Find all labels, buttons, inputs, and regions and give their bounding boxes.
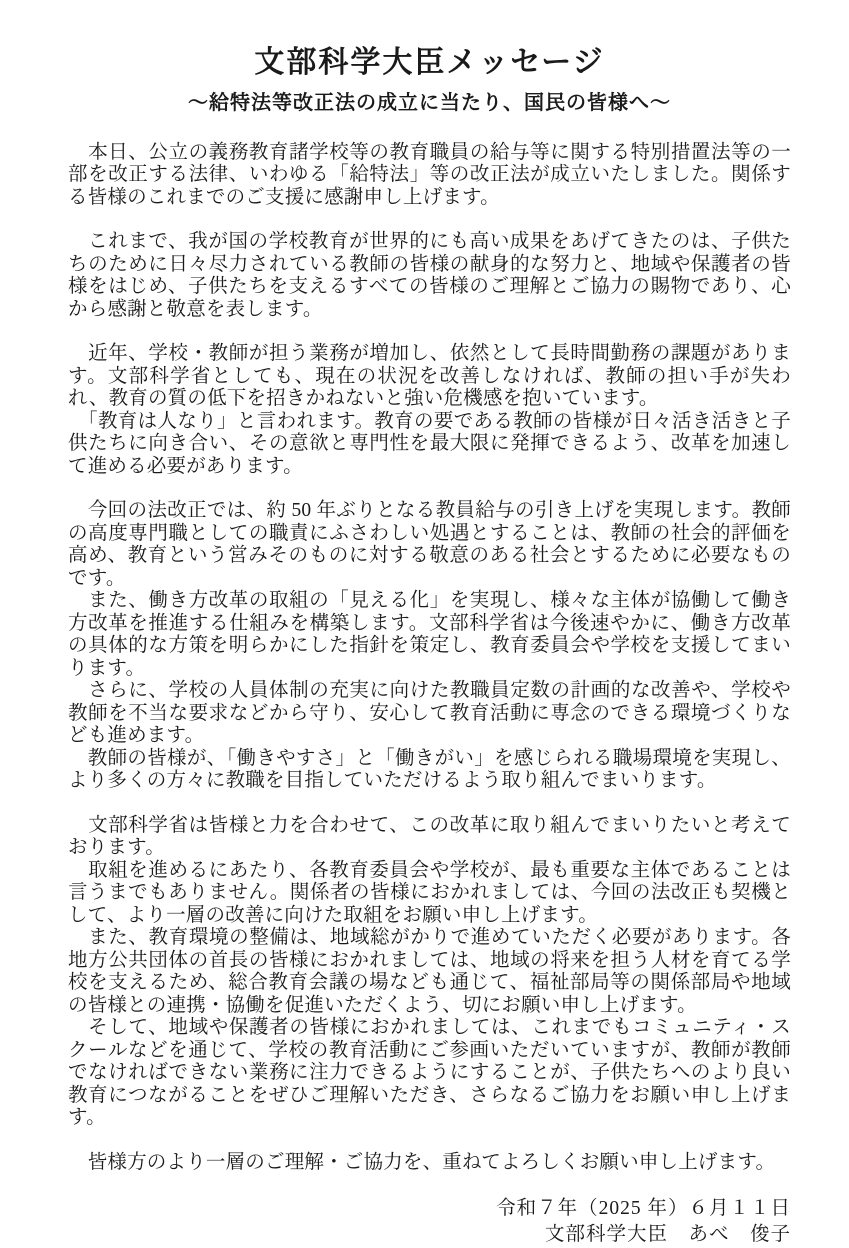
paragraph: 本日、公立の義務教育諸学校等の教育職員の給与等に関する特別措置法等の一部を改正する法律、いわゆる「給特法」等の改正法が成立いたしました。関係する皆様のこれまでのご支援に感謝申し上げます。	[68, 141, 791, 208]
paragraph: また、働き方改革の取組の「見える化」を実現し、様々な主体が協働して働き方改革を推進する仕組みを構築します。文部科学省は今後速やかに、働き方改革の具体的な方策を明らかにした指針を策定し、教育委員会や学校を支援してまいります。	[68, 590, 791, 679]
document-title: 文部科学大臣メッセージ	[254, 46, 605, 79]
paragraph: 皆様方のより一層のご理解・ご協力を、重ねてよろしくお願い申し上げます。	[68, 1151, 776, 1173]
date-line: 令和７年（2025 年）６月１１日	[496, 1198, 791, 1219]
paragraph-group	[68, 231, 791, 321]
paragraph-group	[68, 815, 791, 1130]
paragraph-group	[68, 142, 791, 210]
paragraph: 取組を進めるにあたり、各教育委員会や学校が、最も重要な主体であることは言うまでもありません。関係者の皆様におかれましては、今回の法改正も契機として、より一層の改善に向けた取組をお願い申し上げます。	[68, 859, 791, 926]
signature-line: 文部科学大臣 あべ 俊子	[544, 1224, 791, 1245]
paragraph: 「教育は人なり」と言われます。教育の要である教師の皆様が日々活き活きと子供たちに向き合い、その意欲と専門性を最大限に発揮できるよう、改革を加速して進める必要があります。	[68, 410, 791, 477]
paragraph: そして、地域や保護者の皆様におかれましては、これまでもコミュニティ・スクールなどを通じて、学校の教育活動にご参画いただいていますが、教師が教師でなければできない業務に注力できるようにすることが、子供たちへのより良い教育につながることをぜひご理解いただき、さらなるご協力をお願い申し上げます。	[68, 1017, 791, 1128]
closing-block	[68, 1196, 791, 1248]
paragraph-group	[68, 500, 791, 793]
paragraph-group	[68, 343, 791, 478]
paragraph: さらに、学校の人員体制の充実に向けた教職員定数の計画的な改善や、学校や教師を不当な要求などから守り、安心して教育活動に専念のできる環境づくりなども進めます。	[68, 680, 791, 746]
paragraph: これまで、我が国の学校教育が世界的にも高い成果をあげてきたのは、子供たちのために日々尽力されている教師の皆様の献身的な努力と、地域や保護者の皆様をはじめ、子供たちを支えるすべての皆様のご理解とご協力の賜物であり、心から感謝と敬意を表します。	[68, 231, 791, 320]
paragraph-group	[68, 1152, 791, 1175]
document-body	[68, 142, 791, 1175]
paragraph: 今回の法改正では、約 50 年ぶりとなる教員給与の引き上げを実現します。教師の高度専門職としての職責にふさわしい処遇とすることは、教師の社会的評価を高め、教育という営みそのものに対する敬意のある社会とするために必要なものです。	[68, 500, 791, 589]
document-subtitle: ～給特法等改正法の成立に当たり、国民の皆様へ～	[188, 91, 671, 114]
paragraph: 教師の皆様が、「働きやすさ」と「働きがい」を感じられる職場環境を実現し、より多くの方々に教職を目指していただけるよう取り組んでまいります。	[68, 747, 791, 791]
paragraph: また、教育環境の整備は、地域総がかりで進めていただく必要があります。各地方公共団体の首長の皆様におかれましては、地域の将来を担う人材を育てる学校を支えるため、総合教育会議の場なども通じて、福祉部局等の関係部局や地域の皆様との連携・協働を促進いただくよう、切にお願い申し上げます。	[68, 927, 791, 1016]
paragraph: 近年、学校・教師が担う業務が増加し、依然として長時間勤務の課題があります。文部科学省としても、現在の状況を改善しなければ、教師の担い手が失われ、教育の質の低下を招きかねないと強い危機感を抱いています。	[68, 343, 791, 409]
paragraph: 文部科学省は皆様と力を合わせて、この改革に取り組んでまいりたいと考えております。	[68, 814, 791, 858]
